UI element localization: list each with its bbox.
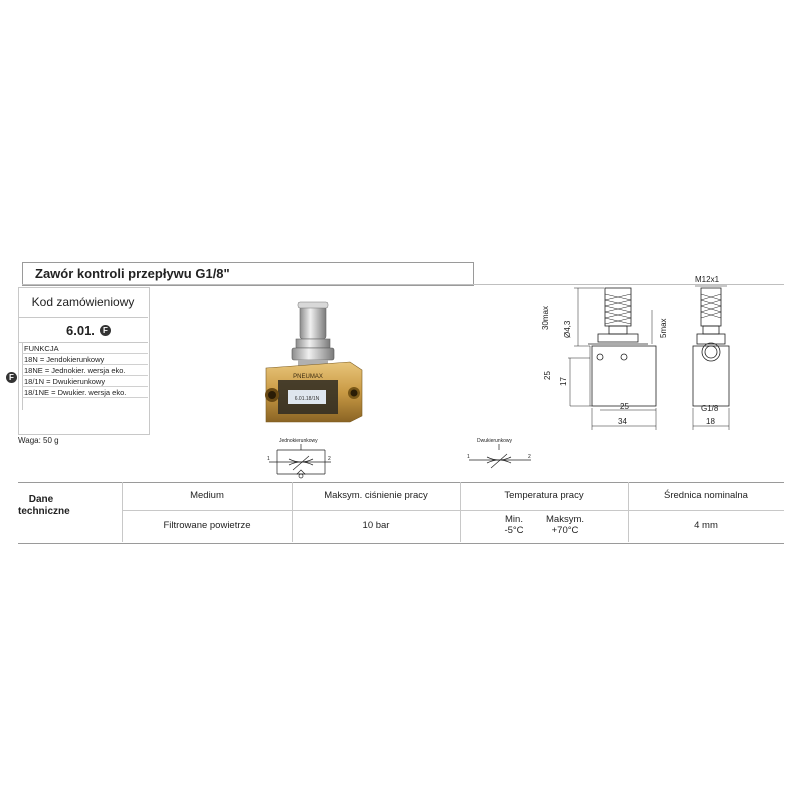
dim-height-17: 17 <box>559 377 568 386</box>
title-box <box>22 262 474 286</box>
unidirectional-symbol <box>265 436 335 482</box>
order-code-heading <box>18 287 148 318</box>
order-code-row <box>18 318 148 343</box>
dim-width-25: 25 <box>620 402 629 411</box>
page-title: Zawór kontroli przepływu G1/8" <box>35 266 230 281</box>
order-code-value: 6.01. <box>66 323 95 338</box>
tech-data-label: Dane techniczne <box>18 494 70 517</box>
dim-width-34: 34 <box>618 417 627 426</box>
tech-temp-max-value: +70°C <box>551 525 579 536</box>
unidirectional-port-1: 1 <box>267 456 270 462</box>
tech-value-medium: Filtrowane powietrze <box>163 520 251 531</box>
side-view-drawing <box>685 270 745 435</box>
function-badge: F <box>100 325 111 336</box>
bidirectional-caption: Dwukierunkowy <box>477 438 513 444</box>
function-option-18ne: 18NE = Jednokier. wersja eko. <box>22 365 148 376</box>
tech-row-divider <box>122 510 784 511</box>
order-code-heading-text: Kod zamówieniowy <box>31 295 135 309</box>
tech-header-pressure: Maksym. ciśnienie pracy <box>324 490 428 501</box>
tech-temp-min-label: Min. <box>505 514 523 525</box>
function-option-18-1n: 18/1N = Dwukierunkowy <box>22 376 148 387</box>
tech-header-diameter: Średnica nominalna <box>664 490 748 501</box>
tech-header-medium: Medium <box>190 490 224 501</box>
bidirectional-port-2: 2 <box>528 454 531 460</box>
bidirectional-port-1: 1 <box>467 454 470 460</box>
dim-thread-port: G1/8 <box>701 404 719 413</box>
function-header: FUNKCJA <box>22 343 148 354</box>
unidirectional-caption: Jednokierunkowy <box>279 438 318 444</box>
tech-temp-min <box>494 514 534 536</box>
dim-5max: 5max <box>659 318 668 338</box>
tech-temp-min-value: -5°C <box>504 525 524 536</box>
dim-height-25: 25 <box>543 371 552 380</box>
tech-value-pressure: 10 bar <box>362 520 390 531</box>
function-option-18-1ne: 18/1NE = Dwukier. wersja eko. <box>22 387 148 398</box>
tech-temp-max <box>540 514 590 536</box>
function-option-18n: 18N = Jendokierunkowy <box>22 354 148 365</box>
product-photo <box>258 300 368 425</box>
product-code-label: 6.01.18/1N <box>294 396 320 402</box>
tech-header-temperature: Temperatura pracy <box>504 490 584 501</box>
dim-thread-top: M12x1 <box>695 275 720 284</box>
bidirectional-symbol <box>465 436 535 472</box>
front-view-drawing <box>530 270 670 435</box>
unidirectional-port-2: 2 <box>328 456 331 462</box>
tech-temp-max-label: Maksym. <box>546 514 584 525</box>
dim-30max: 30max <box>541 305 550 330</box>
dim-diameter: Ø4,3 <box>563 320 572 338</box>
weight-text: Waga: 50 g <box>18 436 59 445</box>
product-brand-label: PNEUMAX <box>293 374 323 380</box>
tech-value-diameter: 4 mm <box>694 520 718 531</box>
dim-width-18: 18 <box>706 417 715 426</box>
function-badge-side: F <box>6 372 17 383</box>
